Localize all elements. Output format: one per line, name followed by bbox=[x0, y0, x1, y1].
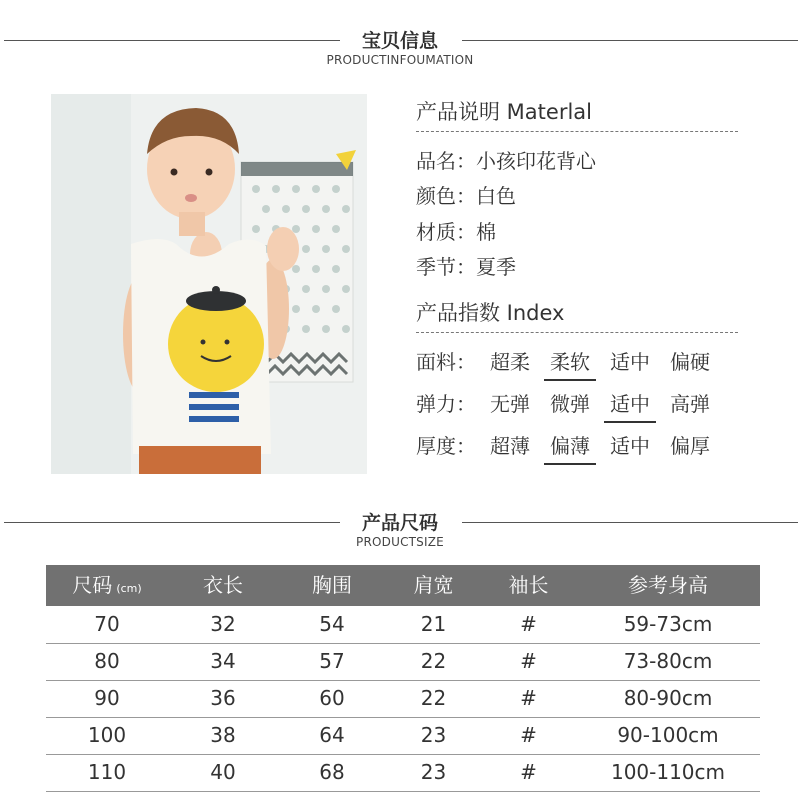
cell-chest: 57 bbox=[319, 649, 345, 673]
table-row bbox=[46, 680, 760, 718]
product-photo bbox=[51, 94, 367, 474]
row-value: 小孩印花背心 bbox=[476, 149, 596, 173]
cell-size: 110 bbox=[87, 760, 127, 784]
cell-sleeve: # bbox=[520, 612, 537, 636]
row-label: 弹力： bbox=[416, 392, 476, 416]
material-heading: 产品说明 Materlal bbox=[416, 100, 592, 124]
table-row bbox=[46, 643, 760, 681]
cell-chest: 54 bbox=[319, 612, 345, 636]
row-value: 棉 bbox=[476, 220, 496, 244]
section1-title: 宝贝信息 bbox=[361, 30, 438, 52]
cell-length: 40 bbox=[210, 760, 236, 784]
cell-height: 100-110cm bbox=[610, 760, 726, 784]
cell-size: 100 bbox=[87, 723, 127, 747]
index-divider bbox=[416, 332, 738, 333]
index-option: 高弹 bbox=[670, 392, 710, 416]
material-row-fabric bbox=[416, 216, 496, 245]
header-sleeve: 袖长 bbox=[508, 573, 549, 597]
cell-height: 73-80cm bbox=[623, 649, 713, 673]
index-option: 适中 bbox=[610, 350, 650, 374]
section1-subtitle: PRODUCTINFOUMATION bbox=[326, 53, 474, 67]
header-length: 衣长 bbox=[203, 573, 243, 597]
section2-subtitle: PRODUCTSIZE bbox=[356, 535, 444, 549]
cell-sleeve: # bbox=[520, 649, 537, 673]
index-heading: 产品指数 Index bbox=[416, 301, 565, 325]
cell-sleeve: # bbox=[520, 686, 537, 710]
row-label: 季节： bbox=[416, 255, 476, 279]
row-label: 颜色： bbox=[416, 184, 476, 208]
cell-length: 32 bbox=[210, 612, 236, 636]
index-option: 超柔 bbox=[490, 350, 530, 374]
cell-chest: 68 bbox=[319, 760, 345, 784]
row-value: 白色 bbox=[476, 184, 516, 208]
index-option-selected: 适中 bbox=[610, 388, 650, 417]
child-wearing-vest-image bbox=[51, 94, 367, 474]
index-option: 偏硬 bbox=[670, 350, 710, 374]
row-label: 厚度： bbox=[416, 434, 476, 458]
cell-length: 36 bbox=[210, 686, 236, 710]
cell-length: 38 bbox=[210, 723, 236, 747]
cell-height: 80-90cm bbox=[623, 686, 713, 710]
table-row bbox=[46, 606, 760, 644]
cell-height: 90-100cm bbox=[617, 723, 719, 747]
index-option-selected: 偏薄 bbox=[550, 430, 590, 459]
cell-shoulder: 21 bbox=[420, 612, 447, 636]
material-row-season bbox=[416, 251, 516, 280]
header-height: 参考身高 bbox=[628, 573, 708, 597]
row-label: 材质： bbox=[416, 220, 476, 244]
row-value: 夏季 bbox=[476, 255, 516, 279]
cell-shoulder: 23 bbox=[420, 723, 447, 747]
index-option: 适中 bbox=[610, 434, 650, 458]
size-table-header bbox=[46, 565, 760, 606]
header-size: 尺码 (cm) bbox=[72, 573, 142, 597]
material-row-name bbox=[416, 145, 596, 174]
cell-size: 80 bbox=[94, 649, 120, 673]
header-unit: (cm) bbox=[116, 582, 142, 595]
cell-size: 70 bbox=[94, 612, 120, 636]
index-option: 超薄 bbox=[490, 434, 530, 458]
cell-chest: 64 bbox=[319, 723, 345, 747]
cell-sleeve: # bbox=[520, 760, 537, 784]
table-row bbox=[46, 717, 760, 755]
index-option: 偏厚 bbox=[670, 434, 710, 458]
cell-shoulder: 23 bbox=[420, 760, 447, 784]
row-label: 面料： bbox=[416, 350, 476, 374]
cell-length: 34 bbox=[210, 649, 236, 673]
index-option: 无弹 bbox=[490, 392, 530, 416]
index-option: 微弹 bbox=[550, 392, 590, 416]
cell-chest: 60 bbox=[319, 686, 345, 710]
row-label: 品名： bbox=[416, 149, 476, 173]
index-option-selected: 柔软 bbox=[550, 346, 590, 375]
cell-shoulder: 22 bbox=[420, 686, 447, 710]
section2-title: 产品尺码 bbox=[361, 512, 438, 534]
table-row bbox=[46, 754, 760, 792]
header-shoulder: 肩宽 bbox=[413, 573, 454, 597]
material-row-color bbox=[416, 180, 516, 209]
cell-sleeve: # bbox=[520, 723, 537, 747]
cell-shoulder: 22 bbox=[420, 649, 447, 673]
cell-height: 59-73cm bbox=[623, 612, 713, 636]
header-chest: 胸围 bbox=[312, 573, 352, 597]
cell-size: 90 bbox=[94, 686, 120, 710]
material-divider bbox=[416, 131, 738, 132]
